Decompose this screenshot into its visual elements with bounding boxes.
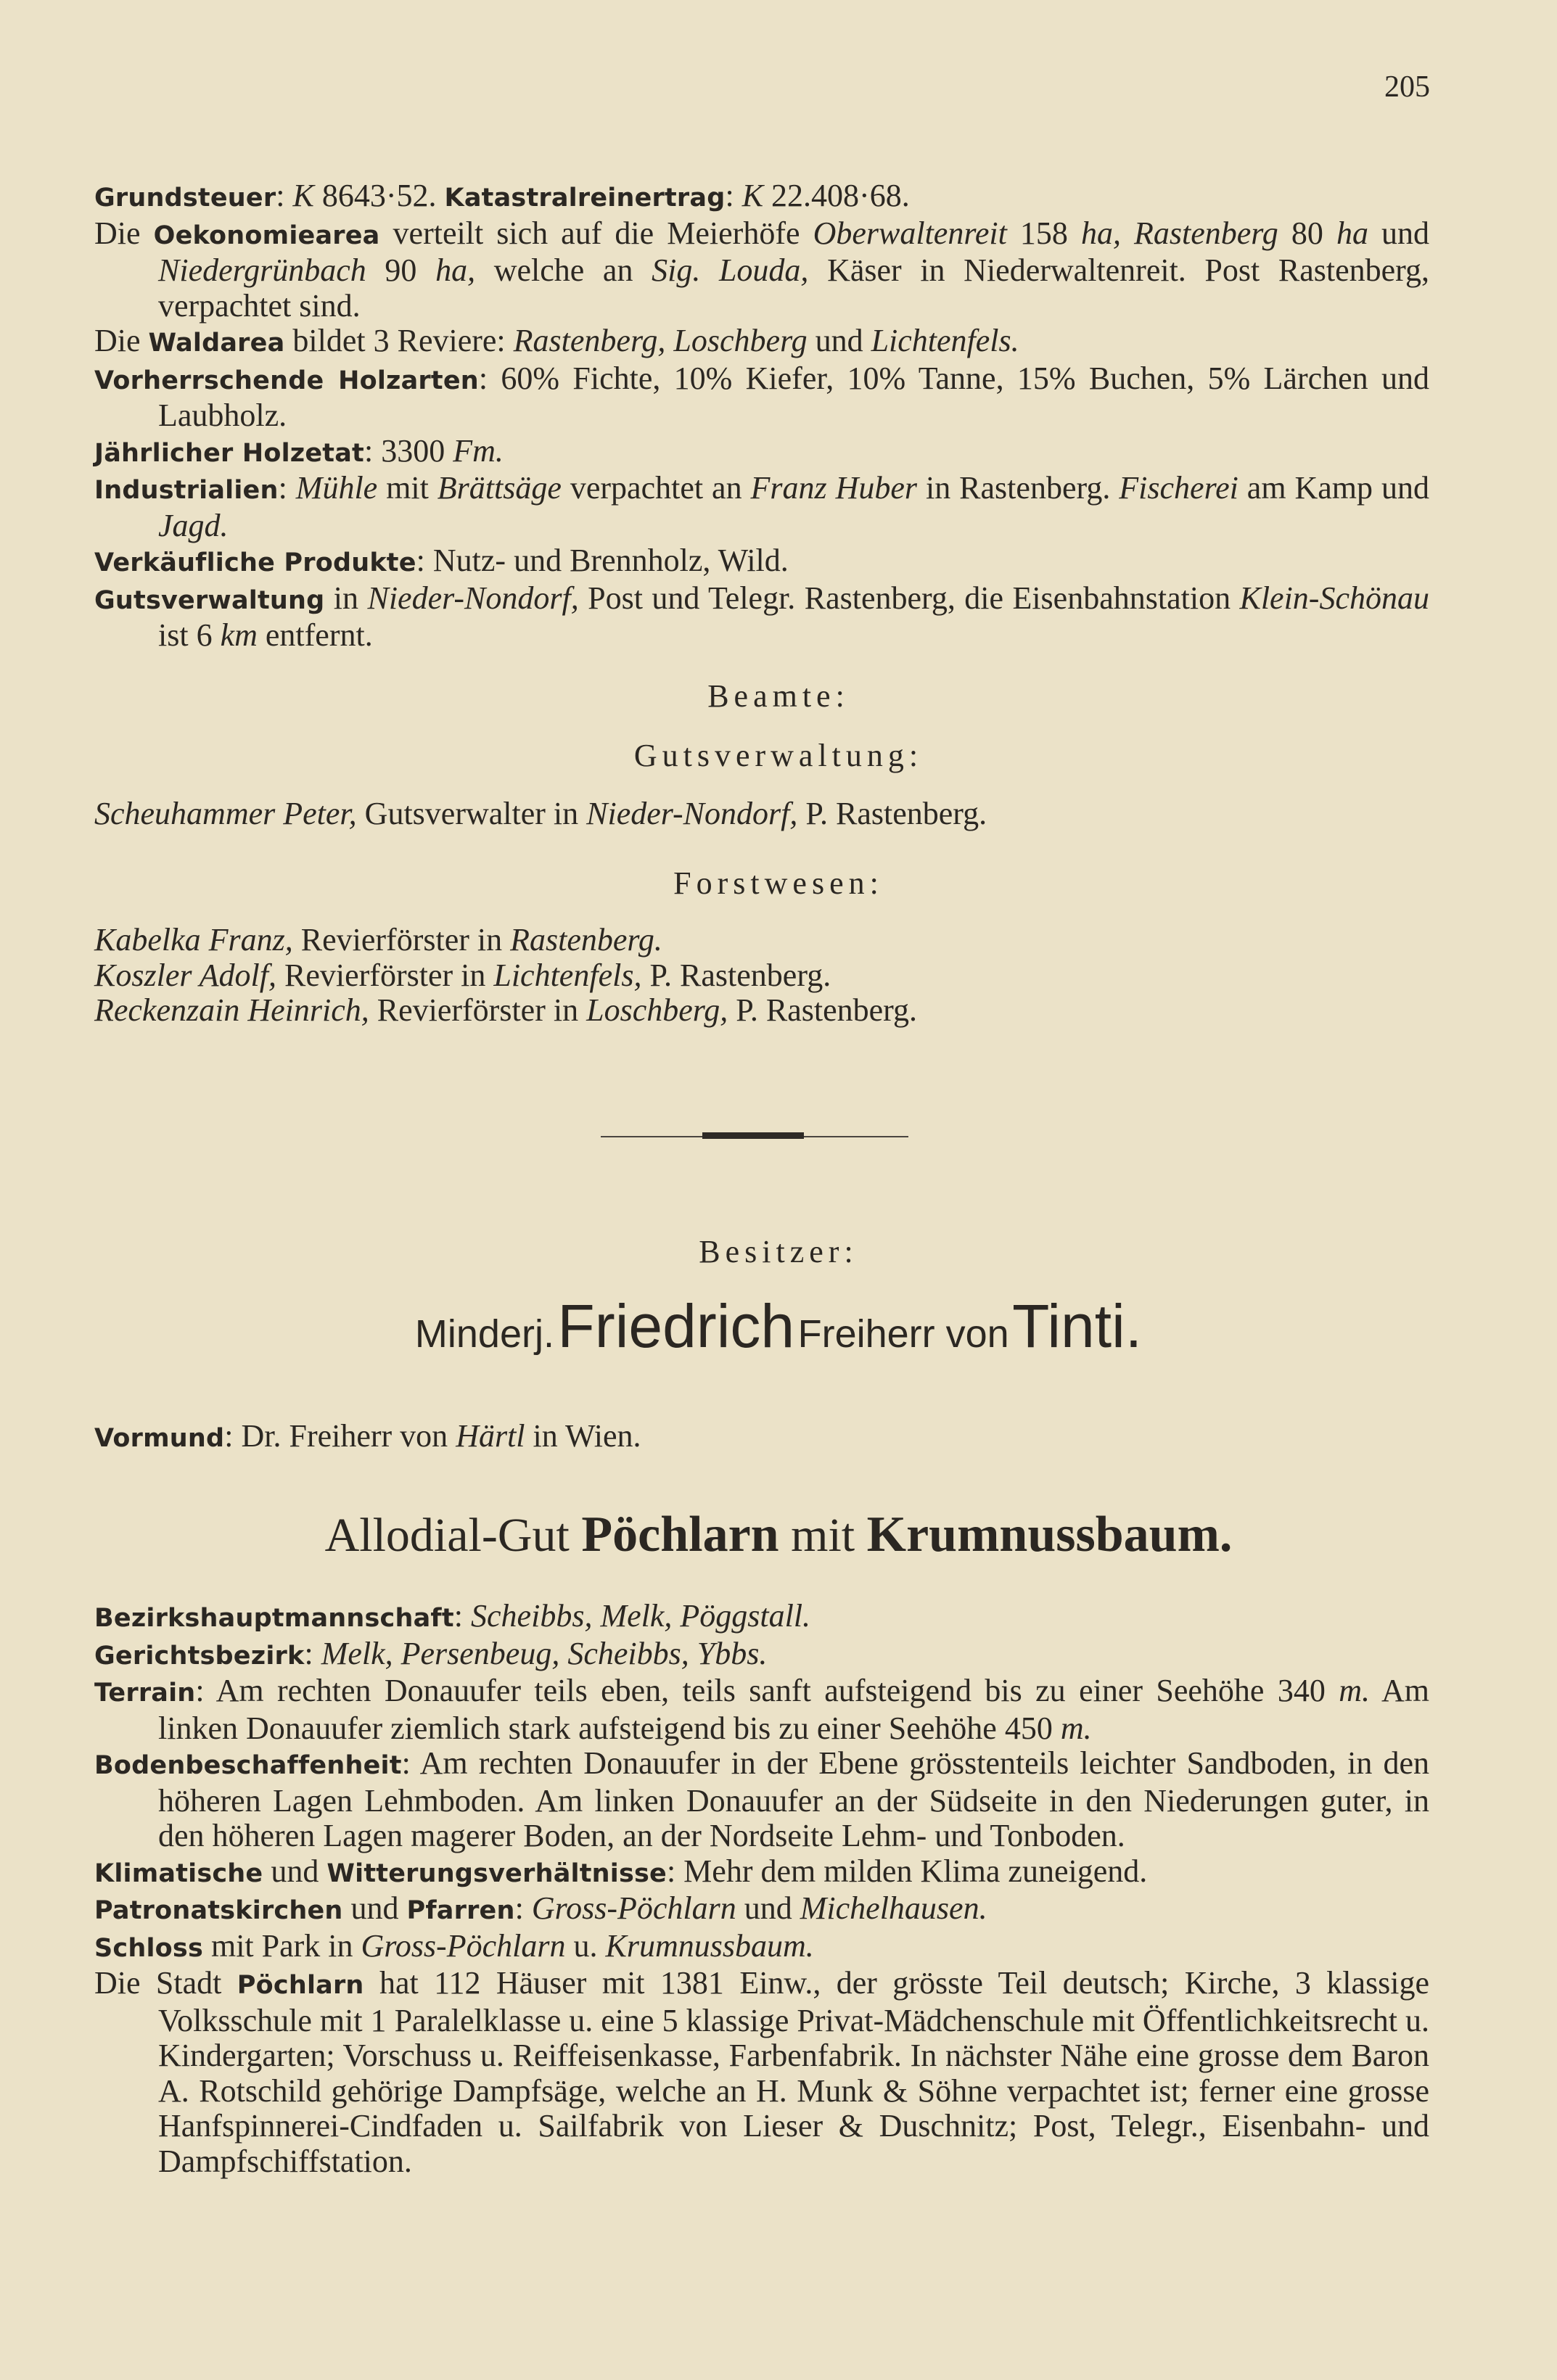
field-label: Gerichtsbezirk <box>94 1641 305 1671</box>
bold-text: Krumnussbaum. <box>866 1507 1233 1562</box>
detail-entry <box>94 471 1429 543</box>
italic-text: Niedergrünbach <box>158 252 366 288</box>
text-run: und <box>342 1890 407 1926</box>
italic-text: Jagd. <box>158 507 229 543</box>
italic-text: Scheuhammer Peter, <box>94 796 357 831</box>
text-run: P. Rastenberg. <box>641 957 831 993</box>
vormund-line <box>94 1419 1429 1457</box>
text-run: Revierförster in <box>369 992 587 1028</box>
text-run: bildet 3 Reviere: <box>284 323 514 358</box>
field-label: Waldarea <box>148 329 285 358</box>
text-run: : <box>304 1635 321 1671</box>
text-run: am Kamp und <box>1238 470 1429 506</box>
italic-text: Rastenberg. <box>510 922 662 958</box>
text-run: ist 6 <box>158 617 221 653</box>
vormund-entry <box>94 1419 1429 1457</box>
italic-text: ha <box>1336 215 1368 251</box>
detail-entry <box>94 324 1429 361</box>
field-label: Klimatische <box>94 1858 263 1888</box>
italic-text: Rastenberg, Loschberg <box>513 323 808 358</box>
bold-text: Pöchlarn <box>581 1507 779 1562</box>
estate-title <box>0 1506 1557 1564</box>
italic-text: Sig. Louda, <box>652 252 809 288</box>
staff-entry <box>94 796 1429 832</box>
text-run: P. Rastenberg. <box>728 992 917 1028</box>
text-run: mit Park in <box>202 1927 361 1964</box>
field-label: Verkäufliche Produkte <box>94 548 416 577</box>
italic-text: ha, <box>435 252 476 288</box>
detail-entry <box>94 543 1429 581</box>
text-run: Die Stadt <box>94 1965 237 2001</box>
fact-entry <box>94 1854 1429 1892</box>
italic-text: Nieder-Nondorf, <box>586 796 798 831</box>
fact-entry <box>94 1673 1429 1746</box>
detail-entry <box>94 434 1429 472</box>
text-run: 22.408·68. <box>763 178 910 213</box>
detail-entry <box>94 178 1429 216</box>
fact-entry <box>94 1929 1429 1967</box>
text-run: Post und Telegr. Rastenberg, die Eisenbahnstation <box>578 580 1240 616</box>
italic-text: Reckenzain Heinrich, <box>94 992 369 1028</box>
text-run: : Nutz- und Brennholz, Wild. <box>416 543 789 578</box>
italic-text: Mühle <box>295 470 378 506</box>
text-run: : <box>453 1598 472 1634</box>
italic-text: Michelhausen. <box>800 1890 987 1926</box>
forstwesen-staff <box>94 923 1429 1029</box>
field-label: Patronatskirchen <box>94 1896 343 1925</box>
owner-title: Freiherr von <box>797 1312 1009 1356</box>
text-run: und <box>1368 215 1430 251</box>
italic-text: K <box>292 178 314 213</box>
text-run: : <box>278 470 296 506</box>
text-run: Gutsverwalter in <box>356 796 587 831</box>
fact-entry <box>94 1891 1429 1929</box>
heading-beamte: Beamte: <box>707 678 850 714</box>
field-label: Gutsverwaltung <box>94 585 325 615</box>
text-run: und <box>736 1890 800 1926</box>
field-label: Terrain <box>94 1679 196 1708</box>
italic-text: m. <box>1060 1710 1092 1746</box>
owner-prefix: Minderj. <box>414 1312 554 1356</box>
field-label: Pöchlarn <box>237 1971 364 2000</box>
detail-entry <box>94 361 1429 434</box>
field-label: Witterungsverhältnisse <box>326 1858 667 1888</box>
text-run: und <box>263 1853 327 1889</box>
text-run: : Am rechten Donauufer in der Ebene grösstenteils leichter Sandboden, in den höheren Lagen Lehmboden. Am linken Donauufer an der Südseite in den Niederungen guter, in den höheren Lagen magerer Boden, an der Nordseite Lehm- und Tonboden. <box>158 1745 1429 1853</box>
text-run: Allodial-Gut <box>324 1509 582 1562</box>
italic-text: Lichtenfels. <box>871 323 1019 358</box>
italic-text: Nieder-Nondorf, <box>367 580 579 616</box>
field-label: Jährlicher Holzetat <box>94 438 364 468</box>
fact-entry <box>94 1599 1429 1636</box>
text-run: : <box>725 178 742 213</box>
text-run: verpachtet an <box>561 470 751 506</box>
text-run: verteilt sich auf die Meierhöfe <box>379 215 813 251</box>
italic-text: Melk, Persenbeug, Scheibbs, Ybbs. <box>321 1635 768 1671</box>
italic-text: Franz Huber <box>750 470 918 506</box>
heading-besitzer: Besitzer: <box>699 1234 858 1269</box>
italic-text: Fischerei <box>1119 470 1238 506</box>
text-run: : 60% Fichte, 10% Kiefer, 10% Tanne, 15% Buchen, 5% Lärchen und Laubholz. <box>158 360 1429 433</box>
italic-text: Krumnussbaum. <box>605 1927 814 1964</box>
italic-text: Oberwaltenreit <box>813 215 1007 251</box>
estate-facts-section <box>94 1599 1429 2179</box>
detail-entry <box>94 581 1429 654</box>
italic-text: Klein-Schönau <box>1239 580 1429 616</box>
text-run: mit <box>377 470 437 506</box>
staff-entry <box>94 958 1429 994</box>
italic-text: Lichtenfels, <box>493 957 642 993</box>
owner-name <box>0 1291 1557 1362</box>
fact-entry <box>94 1966 1429 2179</box>
detail-entry <box>94 216 1429 324</box>
field-label: Oekonomiearea <box>153 221 380 250</box>
text-run: 90 <box>366 252 436 288</box>
text-run: in Rastenberg. <box>917 470 1120 506</box>
italic-text: Gross-Pöchlarn <box>361 1927 566 1964</box>
italic-text: Gross-Pöchlarn <box>531 1890 736 1926</box>
field-label: Grundsteuer <box>94 184 276 213</box>
text-run: P. Rastenberg. <box>797 796 987 831</box>
staff-entry <box>94 993 1429 1029</box>
text-run: : 3300 <box>363 432 453 469</box>
italic-text: km <box>220 617 258 653</box>
italic-text: Brättsäge <box>437 470 562 506</box>
text-run: hat 112 Häuser mit 1381 Einw., der grösste Teil deutsch; Kirche, 3 klassige Volksschule mit 1 Paralelklasse u. eine 5 klassige Privat-Mädchenschule mit Öffentlichkeitsrecht u. Kindergarten; Vorschuss u. Reiffeisenkasse, Farbenfabrik. In nächster Nähe eine grosse dem Baron A. Rotschild gehörige Dampfsäge, welche an H. Munk & Söhne verpachtet ist; ferner eine grosse Hanfspinnerei-Cindfaden u. Sailfabrik von Lieser & Duschnitz; Post, Telegr., Eisenbahn- und Dampfschiffstation. <box>158 1965 1430 2179</box>
fact-entry <box>94 1636 1429 1674</box>
text-run: 80 <box>1278 215 1336 251</box>
field-label: Vormund <box>94 1424 225 1453</box>
text-run: und <box>807 323 871 358</box>
field-label: Katastralreinertrag <box>444 184 726 213</box>
text-run: Käser in Niederwaltenreit. Post Rastenberg, verpachtet sind. <box>158 252 1430 324</box>
owner-surname: Tinti. <box>1012 1292 1143 1360</box>
owner-given-name: Friedrich <box>557 1292 795 1360</box>
text-run: entfernt. <box>257 617 373 653</box>
heading-gutsverwaltung: Gutsverwaltung: <box>633 738 924 773</box>
fact-entry <box>94 1746 1429 1854</box>
field-label: Industrialien <box>94 476 279 505</box>
heading-forstwesen: Forstwesen: <box>673 865 884 901</box>
italic-text: Härtl <box>456 1418 525 1454</box>
italic-text: Loschberg, <box>586 992 728 1028</box>
text-run: : Dr. Freiherr von <box>224 1418 456 1454</box>
field-label: Bodenbeschaffenheit <box>94 1751 402 1780</box>
text-run: Revierförster in <box>276 957 494 993</box>
field-label: Bezirkshauptmannschaft <box>94 1604 454 1633</box>
text-run: Am linken Donauufer ziemlich stark aufsteigend bis zu einer Seehöhe 450 <box>158 1673 1429 1746</box>
italic-text: Fm. <box>453 432 504 469</box>
text-run: u. <box>565 1927 606 1964</box>
text-run: : Am rechten Donauufer teils eben, teils sanft aufsteigend bis zu einer Seehöhe 340 <box>195 1673 1339 1708</box>
text-run: 158 <box>1006 215 1081 251</box>
text-run: Die <box>94 215 154 251</box>
field-label: Schloss <box>94 1933 203 1963</box>
section-divider-center <box>702 1132 804 1139</box>
page-number: 205 <box>1384 70 1430 104</box>
italic-text: K <box>741 178 764 213</box>
text-run: in <box>324 580 368 616</box>
text-run: 8643·52. <box>313 178 445 213</box>
text-run: Revierförster in <box>292 922 511 958</box>
text-run: welche an <box>475 252 652 288</box>
text-run: : <box>514 1890 532 1926</box>
italic-text: Kabelka Franz, <box>94 922 293 958</box>
text-run: : <box>276 178 293 213</box>
gutsverwaltung-staff <box>94 796 1429 832</box>
estate-details-section <box>94 178 1429 654</box>
field-label: Pfarren <box>406 1896 515 1925</box>
text-run: mit <box>779 1509 867 1562</box>
text-run: Die <box>94 323 149 358</box>
staff-entry <box>94 923 1429 958</box>
field-label: Vorherrschende Holzarten <box>94 366 479 395</box>
text-run: in Wien. <box>525 1418 641 1454</box>
italic-text: Koszler Adolf, <box>94 957 277 993</box>
text-run: : Mehr dem milden Klima zuneigend. <box>666 1853 1148 1889</box>
italic-text: Scheibbs, Melk, Pöggstall. <box>471 1598 811 1634</box>
italic-text: m. <box>1339 1673 1371 1708</box>
italic-text: ha, Rastenberg <box>1080 215 1278 251</box>
